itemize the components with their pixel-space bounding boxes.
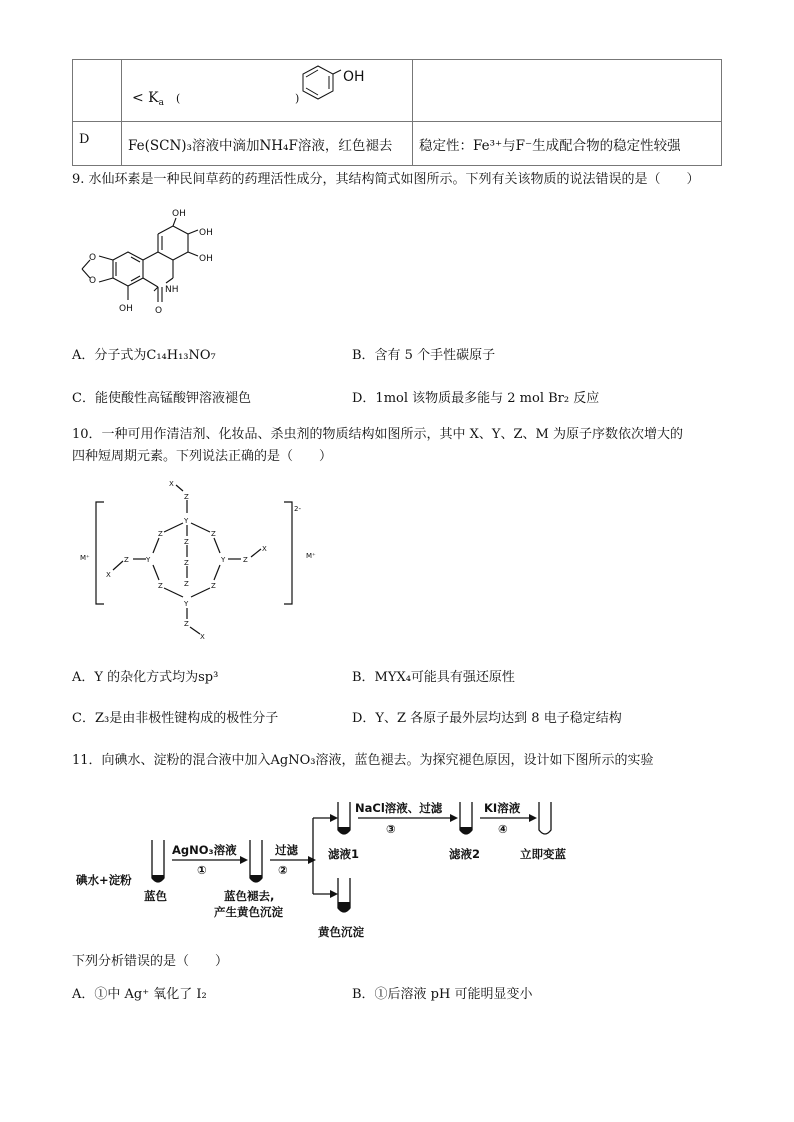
filtrate1-label: 滤液1: [328, 847, 360, 861]
phenol-oh-label: OH: [343, 69, 365, 85]
svg-text:Z: Z: [158, 582, 163, 590]
step3-reagent: NaCl溶液、过滤: [355, 801, 443, 815]
q11-option-a: A．①中 Ag⁺ 氧化了 I₂: [72, 987, 207, 1002]
svg-text:Y: Y: [184, 600, 189, 608]
final-label: 立即变蓝: [520, 847, 566, 861]
charge-label: 2-: [294, 505, 301, 513]
phenol-structure: [122, 60, 412, 122]
q11-option-b: B．①后溶液 pH 可能明显变小: [352, 987, 533, 1002]
narciclasine-structure: [66, 200, 246, 330]
row-label-d: D: [73, 122, 122, 166]
svg-text:Z: Z: [184, 559, 189, 567]
svg-text:X: X: [200, 633, 205, 641]
paren-close: ): [295, 92, 300, 105]
svg-text:X: X: [262, 545, 267, 553]
svg-text:Y: Y: [146, 556, 151, 564]
q11-sub-stem: 下列分析错误的是（ ）: [72, 954, 229, 969]
step4-num: ④: [498, 822, 508, 836]
cation-right: M⁺: [306, 552, 316, 560]
paren-open: (: [176, 92, 181, 105]
table-row: [73, 60, 722, 122]
answer-table: [72, 59, 722, 166]
step4-reagent: KI溶液: [484, 801, 521, 815]
ka-label: < $K_a$: [132, 90, 165, 108]
step2-reagent: 过滤: [275, 843, 298, 857]
q11-stem: 11．向碘水、淀粉的混合液中加入AgNO₃溶液，蓝色褪去。为探究褪色原因，设计如下图所示的实验: [72, 753, 654, 768]
svg-text:Z: Z: [184, 538, 189, 546]
tube1-label: 蓝色: [144, 889, 167, 903]
svg-text:Z: Z: [211, 582, 216, 590]
oh-label-1: OH: [172, 209, 186, 219]
svg-text:X: X: [106, 571, 111, 579]
svg-text:Z: Z: [184, 580, 189, 588]
svg-text:Z: Z: [243, 556, 248, 564]
precipitate-label: 黄色沉淀: [318, 925, 364, 939]
step1-num: ①: [197, 863, 207, 877]
svg-text:Y: Y: [221, 556, 226, 564]
q9-option-d: D．1mol 该物质最多能与 2 mol Br₂ 反应: [352, 391, 600, 406]
q10-option-d: D．Y、Z 各原子最外层均达到 8 电子稳定结构: [352, 711, 622, 726]
nh-label: NH: [165, 285, 179, 295]
table-cell-ka: [122, 60, 413, 122]
tube2-label-2: 产生黄色沉淀: [214, 905, 283, 919]
tube2-label-1: 蓝色褪去,: [224, 889, 275, 903]
experiment-diagram: [72, 790, 572, 950]
svg-text:Z: Z: [124, 556, 129, 564]
filtrate2-label: 滤液2: [449, 847, 481, 861]
q10-stem-line2: 四种短周期元素。下列说法正确的是（ ）: [72, 449, 333, 464]
q9-stem: 9. 水仙环素是一种民间草药的药理活性成分，其结构简式如图所示。下列有关该物质的说法错误的是（ ）: [72, 172, 700, 187]
table-row: [73, 122, 722, 166]
row-d-observation: Fe(SCN)₃溶液中滴加NH₄F溶液，红色褪去: [122, 122, 413, 166]
start-label: 碘水+淀粉: [76, 873, 132, 887]
q9-option-b: B．含有 5 个手性碳原子: [352, 348, 496, 363]
o-label: O: [89, 253, 97, 263]
oh-label-4: OH: [119, 304, 133, 314]
q9-option-a: A．分子式为C₁₄H₁₃NO₇: [72, 348, 216, 363]
carbonyl-o-label: O: [155, 306, 163, 316]
q10-option-b: B．MYX₄可能具有强还原性: [352, 670, 515, 685]
oh-label-3: OH: [199, 254, 213, 264]
svg-text:Z: Z: [211, 530, 216, 538]
row-d-conclusion: 稳定性：Fe³⁺与F⁻生成配合物的稳定性较强: [413, 122, 722, 166]
oh-label-2: OH: [199, 228, 213, 238]
step3-num: ③: [386, 822, 396, 836]
q10-option-c: C．Z₃是由非极性键构成的极性分子: [72, 711, 279, 726]
q9-option-c: C．能使酸性高锰酸钾溶液褪色: [72, 391, 251, 406]
svg-text:Z: Z: [158, 530, 163, 538]
cation-left: M⁺: [80, 554, 90, 562]
svg-text:Z: Z: [184, 620, 189, 628]
svg-text:Y: Y: [184, 517, 189, 525]
svg-text:X: X: [169, 480, 174, 488]
q10-stem-line1: 10．一种可用作清洁剂、化妆品、杀虫剂的物质结构如图所示，其中 X、Y、Z、M 为原子序数依次增大的: [72, 427, 683, 442]
ion-structure: [66, 478, 326, 643]
step1-reagent: AgNO₃溶液: [172, 843, 237, 857]
q10-option-a: A．Y 的杂化方式均为sp³: [72, 670, 219, 685]
svg-text:Z: Z: [184, 493, 189, 501]
step2-num: ②: [278, 863, 288, 877]
o-label: O: [89, 276, 97, 286]
